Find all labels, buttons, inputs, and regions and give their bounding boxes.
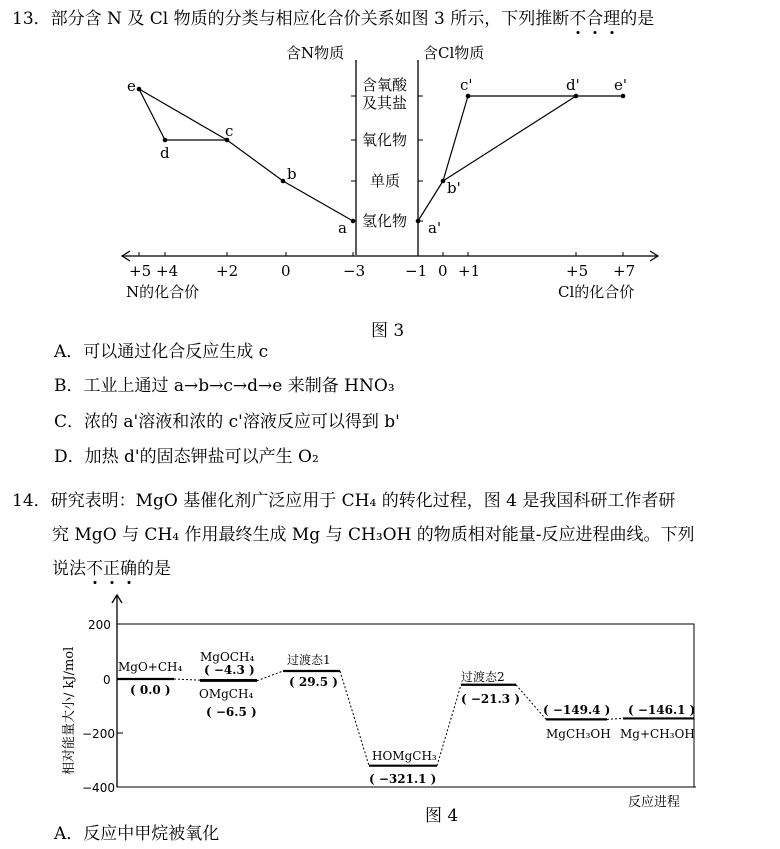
- cl-tick-2: +1: [458, 262, 481, 280]
- species-name-0: MgO+CH₄: [118, 660, 183, 674]
- n-axis-label: N的化合价: [126, 283, 200, 301]
- option-letter: A．: [54, 824, 84, 844]
- cl-tick-4: +7: [613, 262, 636, 280]
- connector-3: [437, 685, 461, 766]
- cat-salt: 及其盐: [362, 94, 408, 112]
- q14-line3-b: 的是: [137, 559, 171, 579]
- y-tick-0: 0: [103, 673, 111, 687]
- y-tick-minus400: −400: [82, 781, 115, 795]
- q13-number: 13．: [12, 9, 51, 29]
- label-c-prime: c': [460, 76, 473, 94]
- q13-emph-1: 合: [586, 9, 604, 29]
- label-c: c: [225, 122, 234, 140]
- q14-emph-0: 不: [86, 559, 103, 579]
- q14-option-a: [54, 823, 219, 845]
- species-name-3: 过渡态1: [287, 653, 331, 667]
- option-text: 浓的 a'溶液和浓的 c'溶液反应可以得到 b': [84, 412, 400, 432]
- figure-3-caption: 图 3: [371, 321, 405, 341]
- label-b: b: [287, 165, 297, 183]
- label-d-prime: d': [566, 76, 580, 94]
- connector-5: [607, 718, 623, 719]
- q13-stem-a: 部分含 N 及 Cl 物质的分类与相应化合价关系如图 3 所示，下列推断: [50, 9, 570, 29]
- label-a-prime: a': [428, 219, 442, 237]
- option-text: 可以通过化合反应生成 c: [83, 342, 269, 362]
- q13-emph-0: 不: [569, 9, 587, 29]
- species-value-2: ( −6.5 ): [206, 705, 257, 719]
- option-text: 反应中甲烷被氧化: [83, 824, 220, 844]
- species-name-6: MgCH₃OH: [546, 727, 611, 741]
- species-name-4: HOMgCH₃: [372, 749, 437, 763]
- n-tick-2: +2: [216, 262, 239, 280]
- q13-stem-b: 的是: [620, 9, 655, 29]
- n-tick-1: +4: [156, 262, 179, 280]
- y-axis-label: 相对能量大小/ kJ/mol: [62, 646, 77, 775]
- n-tick-4: −3: [343, 262, 366, 280]
- species-value-6: ( −149.4 ): [543, 703, 611, 717]
- label-e: e: [127, 77, 136, 95]
- n-axis-title: 含N物质: [286, 44, 345, 62]
- y-tick-minus200: −200: [82, 727, 115, 741]
- species-value-0: ( 0.0 ): [130, 683, 171, 697]
- q14-number: 14．: [12, 491, 51, 511]
- cl-tick-1: 0: [438, 262, 448, 280]
- cl-tick-3: +5: [566, 262, 589, 280]
- n-tick-3: 0: [281, 262, 291, 280]
- cat-element: 单质: [370, 172, 401, 190]
- cl-axis-label: Cl的化合价: [558, 283, 635, 301]
- label-d: d: [160, 144, 170, 162]
- label-a: a: [338, 219, 347, 237]
- species-name-2: OMgCH₄: [199, 687, 254, 701]
- y-tick-200: 200: [88, 618, 111, 632]
- q14-line3-a: 说法: [52, 559, 86, 579]
- q13-emph-2: 理: [603, 9, 621, 29]
- connector-4: [516, 685, 546, 720]
- species-value-5: ( −21.3 ): [461, 692, 520, 706]
- option-letter: B．: [54, 376, 84, 396]
- species-value-4: ( −321.1 ): [369, 772, 437, 786]
- connector-0: [174, 679, 200, 680]
- n-tick-0: +5: [129, 262, 152, 280]
- connector-1: [257, 671, 283, 681]
- species-value-3: ( 29.5 ): [289, 675, 338, 689]
- label-e-prime: e': [614, 76, 628, 94]
- x-axis-label: 反应进程: [628, 795, 681, 810]
- cl-axis-title: 含Cl物质: [423, 44, 485, 62]
- cat-hydride: 氢化物: [362, 212, 408, 230]
- option-letter: A．: [54, 342, 84, 362]
- figure-4-caption: 图 4: [425, 806, 459, 826]
- q14-line-2: 究 MgO 与 CH₄ 作用最终生成 Mg 与 CH₃OH 的物质相对能量-反应进程曲线。下列: [52, 525, 695, 545]
- cat-oxide: 氧化物: [362, 131, 408, 149]
- species-name-5: 过渡态2: [461, 670, 505, 684]
- connector-2: [340, 671, 369, 766]
- option-text: 工业上通过 a→b→c→d→e 来制备 HNO₃: [83, 376, 395, 396]
- option-letter: C．: [54, 412, 85, 432]
- cat-oxyacid: 含氧酸: [362, 76, 408, 94]
- q14-emph-1: 正: [103, 559, 120, 579]
- q14-line1-text: 研究表明：MgO 基催化剂广泛应用于 CH₄ 的转化过程，图 4 是我国科研工作者研: [50, 491, 676, 511]
- species-value-7: ( −146.1 ): [628, 703, 696, 717]
- q14-emph-2: 确: [120, 559, 137, 579]
- cl-tick-0: −1: [405, 262, 428, 280]
- label-b-prime: b': [447, 179, 461, 197]
- species-name-7: Mg+CH₃OH: [620, 727, 695, 741]
- species-value-1: ( −4.3 ): [204, 663, 255, 677]
- option-letter: D．: [54, 447, 85, 467]
- option-text: 加热 d'的固态钾盐可以产生 O₂: [84, 447, 319, 467]
- species-name-1: MgOCH₄: [200, 650, 255, 664]
